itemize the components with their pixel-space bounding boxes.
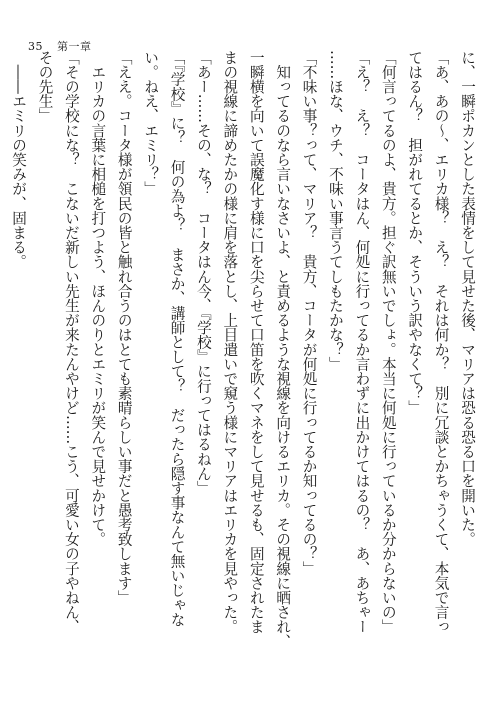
text-line: 「『学校』に？ 何の為よ？ まさか、講師として？ だったら隠す事なんて無いじゃな bbox=[168, 50, 186, 627]
text-line: 知ってるのなら言いなさいよ、と責めるような視線を向けるエリカ。その視線に晒され、 bbox=[274, 50, 292, 649]
text-line: 「その学校にな？ こないだ新しい先生が来たんやけど……こう、可愛い女の子やねん、 bbox=[62, 50, 80, 634]
chapter-title: 第一章 bbox=[57, 40, 92, 53]
text-line: てはるん？ 担がれてるとか、そういう訳やなくて？」 bbox=[406, 50, 424, 415]
page-number: 35 bbox=[28, 40, 43, 53]
text-line: 「あ、あの～、エリカ様？ え？ それは何か？ 別に冗談とかちゃうくて、本気で言っ bbox=[432, 50, 450, 634]
text-line: エリカの言葉に相槌を打つよう、ほんのりとエミリが笑んで見せかけて。 bbox=[89, 50, 107, 547]
text-line: 「あー……その、な？ コータはん今、『学校』に行ってはるねん」 bbox=[194, 50, 212, 496]
text-line: その先生」 bbox=[36, 50, 54, 123]
text-line: まの視線に諦めたかの様に肩を落とし、上目遣いで窺う様にマリアはエリカを見やった。 bbox=[221, 50, 239, 634]
text-line: 「え？ え？ コータはん、何処に行ってるか言わずに出かけてはるの？ あ、あちゃー bbox=[353, 50, 371, 634]
text-line: に、一瞬ポカンとした表情をして見せた後、マリアは恐る恐る口を開いた。 bbox=[459, 50, 476, 547]
text-line: 一瞬横を向いて誤魔化す様に口を尖らせて口笛を吹くマネをして見せるも、固定されたま bbox=[247, 50, 265, 634]
vertical-text-body bbox=[10, 50, 480, 660]
text-line: 「不味い事？って、マリア？ 貴方、コータが何処に行ってるか知ってるの？」 bbox=[300, 50, 318, 576]
text-line: い。ねえ、エミリ？」 bbox=[142, 50, 160, 196]
text-line: 「何言ってるのよ、貴方。担ぐ訳無いでしょ。本当に何処に行っているか分からないの」 bbox=[379, 50, 397, 634]
text-line: ――エミリの笑みが、固まる。 bbox=[10, 50, 28, 269]
text-line: 「ええ。コータ様が領民の皆と触れ合うのはとても素晴らしい事だと愚考致します」 bbox=[115, 50, 133, 605]
text-line: ……ほな、ウチ、不味い事言うてしもたかな？」 bbox=[326, 50, 344, 372]
